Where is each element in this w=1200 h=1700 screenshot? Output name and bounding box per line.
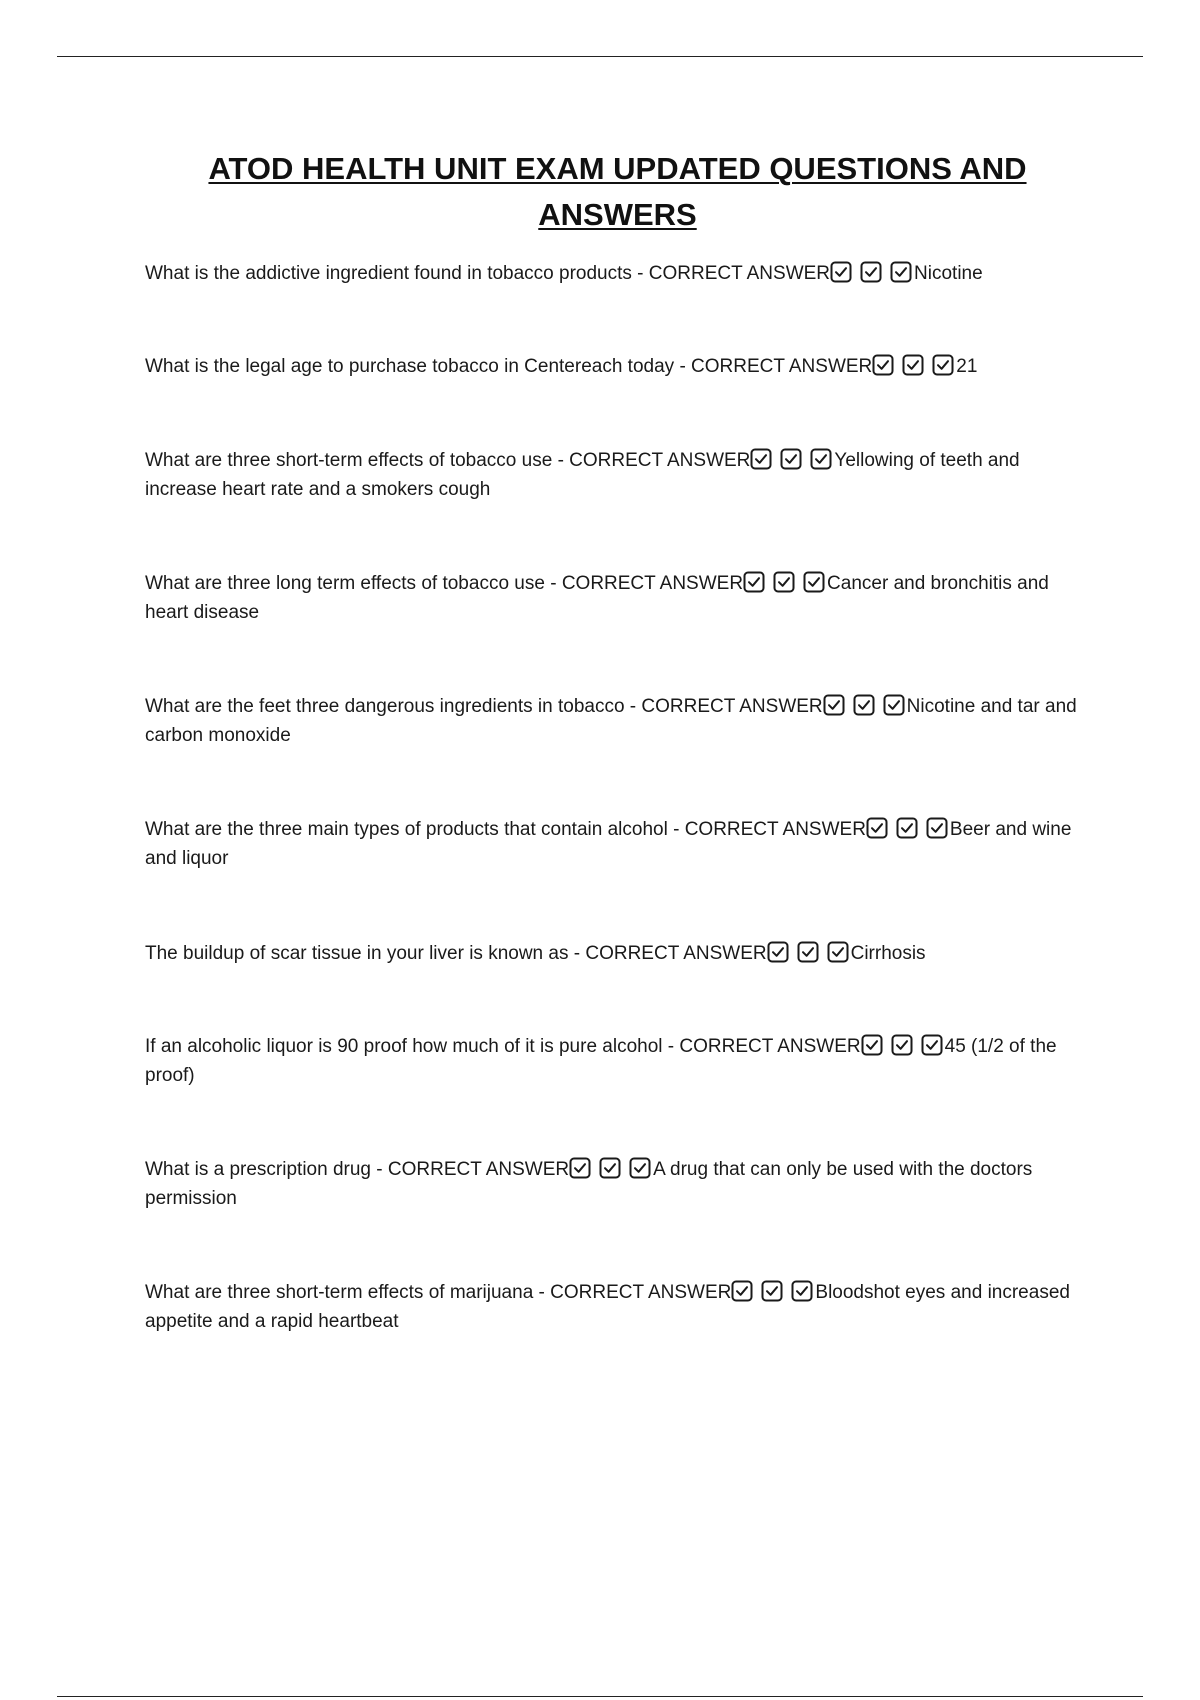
answer-text: Nicotine bbox=[914, 263, 983, 284]
checked-box-icon bbox=[902, 354, 924, 376]
correct-answer-label: CORRECT ANSWER bbox=[691, 356, 873, 377]
checked-box-icon bbox=[827, 941, 849, 963]
checked-box-icon bbox=[761, 1280, 783, 1302]
checked-box-icon bbox=[810, 448, 832, 470]
answer-text: Cirrhosis bbox=[850, 943, 926, 964]
checkmarks bbox=[866, 815, 950, 844]
checked-box-icon bbox=[731, 1280, 753, 1302]
question-text: What is the legal age to purchase tobacco in Centereach today - bbox=[145, 356, 692, 377]
checked-box-icon bbox=[872, 354, 894, 376]
answer-text: 21 bbox=[956, 356, 978, 377]
checked-box-icon bbox=[803, 571, 825, 593]
checked-box-icon bbox=[629, 1157, 651, 1179]
question-text: What are the feet three dangerous ingredients in tobacco - bbox=[145, 696, 642, 717]
checked-box-icon bbox=[830, 261, 852, 283]
qa-item bbox=[145, 939, 1095, 968]
checkmarks bbox=[731, 1278, 815, 1307]
correct-answer-label: CORRECT ANSWER bbox=[648, 263, 831, 284]
correct-answer-label: CORRECT ANSWER bbox=[585, 943, 767, 964]
checkmarks bbox=[830, 259, 914, 288]
correct-answer-label: CORRECT ANSWER bbox=[679, 1036, 861, 1057]
checkmarks bbox=[743, 569, 827, 598]
title-line-1: ATOD HEALTH UNIT EXAM UPDATED QUESTIONS AND bbox=[208, 151, 1027, 186]
answer-text: Beer and wine and liquor bbox=[145, 819, 1072, 869]
answer-text: Nicotine and tar and carbon monoxide bbox=[145, 696, 1077, 746]
checked-box-icon bbox=[890, 261, 912, 283]
checked-box-icon bbox=[932, 354, 954, 376]
question-text: If an alcoholic liquor is 90 proof how much of it is pure alcohol - bbox=[145, 1036, 680, 1057]
checked-box-icon bbox=[921, 1034, 943, 1056]
correct-answer-label: CORRECT ANSWER bbox=[641, 696, 823, 717]
correct-answer-label: CORRECT ANSWER bbox=[569, 450, 751, 471]
correct-answer-label: CORRECT ANSWER bbox=[561, 573, 744, 594]
qa-item bbox=[145, 1032, 1095, 1090]
correct-answer-label: CORRECT ANSWER bbox=[684, 819, 866, 840]
qa-item bbox=[145, 352, 1095, 381]
qa-item bbox=[145, 446, 1095, 504]
qa-item bbox=[145, 1155, 1095, 1213]
checked-box-icon bbox=[773, 571, 795, 593]
answer-text: A drug that can only be used with the doctors permission bbox=[145, 1159, 1033, 1209]
qa-item bbox=[145, 815, 1095, 873]
correct-answer-label: CORRECT ANSWER bbox=[387, 1159, 570, 1180]
checked-box-icon bbox=[823, 694, 845, 716]
checkmarks bbox=[750, 446, 834, 475]
checkmarks bbox=[767, 939, 851, 968]
checked-box-icon bbox=[896, 817, 918, 839]
checked-box-icon bbox=[866, 817, 888, 839]
checkmarks bbox=[861, 1032, 945, 1061]
document-title bbox=[150, 146, 1085, 238]
checked-box-icon bbox=[860, 261, 882, 283]
question-text: What is a prescription drug - bbox=[145, 1159, 388, 1180]
qa-item bbox=[145, 259, 1095, 288]
checked-box-icon bbox=[853, 694, 875, 716]
checkmarks bbox=[823, 692, 907, 721]
answer-text: Bloodshot eyes and increased appetite and a rapid heartbeat bbox=[145, 1282, 1070, 1332]
answer-text: Yellowing of teeth and increase heart rate and a smokers cough bbox=[145, 450, 1020, 500]
bottom-rule bbox=[57, 1696, 1143, 1697]
answer-text: Cancer and bronchitis and heart disease bbox=[145, 573, 1049, 623]
question-text: What are the three main types of products that contain alcohol - bbox=[145, 819, 685, 840]
checked-box-icon bbox=[569, 1157, 591, 1179]
question-text: What are three short-term effects of marijuana - bbox=[145, 1282, 551, 1303]
checked-box-icon bbox=[891, 1034, 913, 1056]
top-rule bbox=[57, 56, 1143, 57]
checked-box-icon bbox=[883, 694, 905, 716]
question-text: What are three short-term effects of tobacco use - bbox=[145, 450, 570, 471]
qa-item bbox=[145, 1278, 1095, 1336]
checked-box-icon bbox=[861, 1034, 883, 1056]
checked-box-icon bbox=[797, 941, 819, 963]
question-text: The buildup of scar tissue in your liver is known as - bbox=[145, 943, 586, 964]
answer-text: 45 (1/2 of the proof) bbox=[145, 1036, 1057, 1086]
checked-box-icon bbox=[743, 571, 765, 593]
checked-box-icon bbox=[926, 817, 948, 839]
correct-answer-label: CORRECT ANSWER bbox=[550, 1282, 732, 1303]
title-line-2: ANSWERS bbox=[538, 197, 697, 232]
qa-item bbox=[145, 569, 1095, 627]
question-text: What are three long term effects of tobacco use - bbox=[145, 573, 562, 594]
checked-box-icon bbox=[780, 448, 802, 470]
checked-box-icon bbox=[767, 941, 789, 963]
checkmarks bbox=[569, 1155, 653, 1184]
checked-box-icon bbox=[599, 1157, 621, 1179]
checked-box-icon bbox=[791, 1280, 813, 1302]
checkmarks bbox=[872, 352, 956, 381]
qa-item bbox=[145, 692, 1095, 750]
checked-box-icon bbox=[750, 448, 772, 470]
question-text: What is the addictive ingredient found in tobacco products - bbox=[145, 263, 649, 284]
